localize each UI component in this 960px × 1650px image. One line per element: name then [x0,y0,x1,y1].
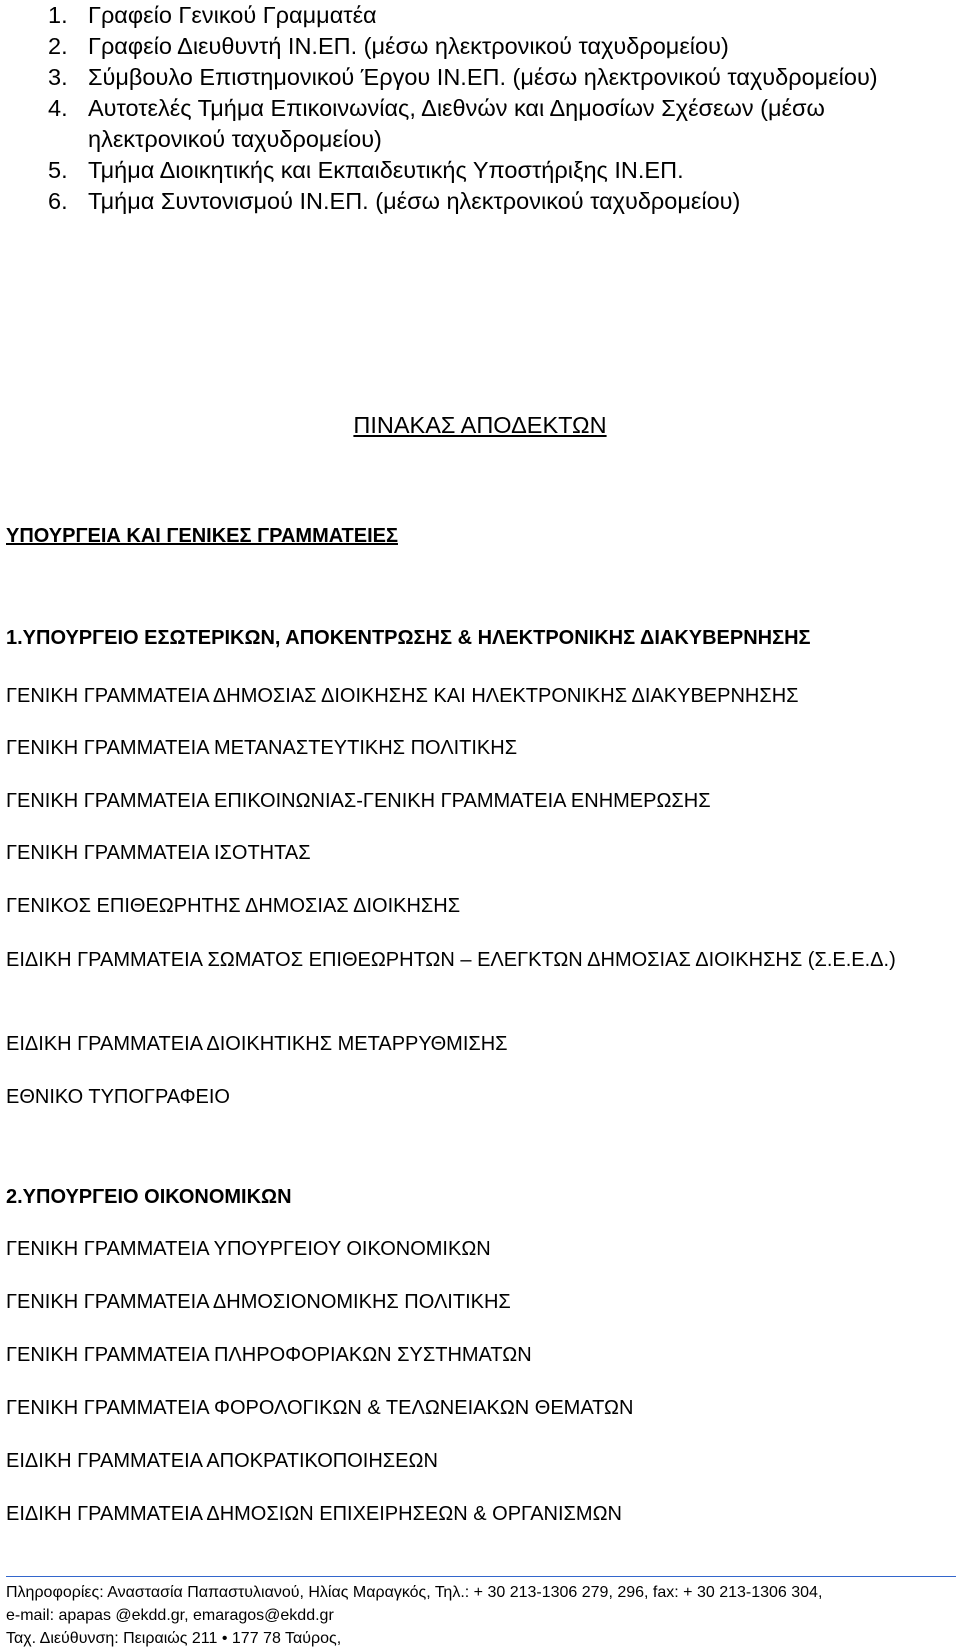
ministry-2-heading: 2.ΥΠΟΥΡΓΕΙΟ ΟΙΚΟΝΟΜΙΚΩΝ [6,1186,292,1208]
list-number: 5. [48,157,68,183]
list-number: 6. [48,188,68,214]
list-item: ΕΙΔΙΚΗ ΓΡΑΜΜΑΤΕΙΑ ΔΗΜΟΣΙΩΝ ΕΠΙΧΕΙΡΗΣΕΩΝ & ΟΡΓΑΝΙΣΜΩΝ [6,1503,622,1525]
list-item: ΕΙΔΙΚΗ ΓΡΑΜΜΑΤΕΙΑ ΣΩΜΑΤΟΣ ΕΠΙΘΕΩΡΗΤΩΝ – ΕΛΕΓΚΤΩΝ ΔΗΜΟΣΙΑΣ ΔΙΟΙΚΗΣΗΣ (Σ.Ε.Ε.Δ.) [6,949,896,971]
list-item [48,186,948,217]
list-item [48,0,948,31]
list-item [48,31,948,62]
list-item [48,155,948,186]
list-text: Αυτοτελές Τμήμα Επικοινωνίας, Διεθνών και Δημοσίων Σχέσεων (μέσω ηλεκτρονικού ταχυδρομείου) [88,95,825,152]
page-title: ΠΙΝΑΚΑΣ ΑΠΟΔΕΚΤΩΝ [353,412,607,438]
list-text: Τμήμα Συντονισμού ΙΝ.ΕΠ. (μέσω ηλεκτρονικού ταχυδρομείου) [88,188,741,214]
footer-email: e-mail: apapas @ekdd.gr, emaragos@ekdd.gr [6,1607,334,1624]
list-item: ΕΙΔΙΚΗ ΓΡΑΜΜΑΤΕΙΑ ΑΠΟΚΡΑΤΙΚΟΠΟΙΗΣΕΩΝ [6,1450,438,1472]
list-number: 3. [48,64,68,90]
list-item: ΕΘΝΙΚΟ ΤΥΠΟΓΡΑΦΕΙΟ [6,1086,230,1108]
list-number: 1. [48,2,68,28]
list-item: ΕΙΔΙΚΗ ΓΡΑΜΜΑΤΕΙΑ ΔΙΟΙΚΗΤΙΚΗΣ ΜΕΤΑΡΡΥΘΜΙΣΗΣ [6,1033,508,1055]
list-item [48,62,948,93]
list-item: ΓΕΝΙΚΗ ΓΡΑΜΜΑΤΕΙΑ ΔΗΜΟΣΙΑΣ ΔΙΟΙΚΗΣΗΣ ΚΑΙ ΗΛΕΚΤΡΟΝΙΚΗΣ ΔΙΑΚΥΒΕΡΝΗΣΗΣ [6,685,799,707]
list-item: ΓΕΝΙΚΟΣ ΕΠΙΘΕΩΡΗΤΗΣ ΔΗΜΟΣΙΑΣ ΔΙΟΙΚΗΣΗΣ [6,895,461,917]
list-number: 4. [48,95,68,121]
list-text: Γραφείο Διευθυντή ΙΝ.ΕΠ. (μέσω ηλεκτρονικού ταχυδρομείου) [88,33,729,59]
ministry-1-heading: 1.ΥΠΟΥΡΓΕΙΟ ΕΣΩΤΕΡΙΚΩΝ, ΑΠΟΚΕΝΤΡΩΣΗΣ & ΗΛΕΚΤΡΟΝΙΚΗΣ ΔΙΑΚΥΒΕΡΝΗΣΗΣ [6,627,811,649]
list-item: ΓΕΝΙΚΗ ΓΡΑΜΜΑΤΕΙΑ ΠΛΗΡΟΦΟΡΙΑΚΩΝ ΣΥΣΤΗΜΑΤΩΝ [6,1344,532,1366]
list-item: ΓΕΝΙΚΗ ΓΡΑΜΜΑΤΕΙΑ ΔΗΜΟΣΙΟΝΟΜΙΚΗΣ ΠΟΛΙΤΙΚΗΣ [6,1291,511,1313]
list-text: Τμήμα Διοικητικής και Εκπαιδευτικής Υποστήριξης ΙΝ.ΕΠ. [88,157,684,183]
list-text: Σύμβουλο Επιστημονικού Έργου ΙΝ.ΕΠ. (μέσω ηλεκτρονικού ταχυδρομείου) [88,64,878,90]
list-item: ΓΕΝΙΚΗ ΓΡΑΜΜΑΤΕΙΑ ΜΕΤΑΝΑΣΤΕΥΤΙΚΗΣ ΠΟΛΙΤΙΚΗΣ [6,737,518,759]
list-item: ΓΕΝΙΚΗ ΓΡΑΜΜΑΤΕΙΑ ΕΠΙΚΟΙΝΩΝΙΑΣ-ΓΕΝΙΚΗ ΓΡΑΜΜΑΤΕΙΑ ΕΝΗΜΕΡΩΣΗΣ [6,790,711,812]
list-number: 2. [48,33,68,59]
list-item: ΓΕΝΙΚΗ ΓΡΑΜΜΑΤΕΙΑ ΙΣΟΤΗΤΑΣ [6,842,311,864]
list-item: ΓΕΝΙΚΗ ΓΡΑΜΜΑΤΕΙΑ ΦΟΡΟΛΟΓΙΚΩΝ & ΤΕΛΩΝΕΙΑΚΩΝ ΘΕΜΑΤΩΝ [6,1397,634,1419]
footer-address: Ταχ. Διεύθυνση: Πειραιώς 211 • 177 78 Ταύρος, [6,1630,342,1647]
footer-contact: Πληροφορίες: Αναστασία Παπαστυλιανού, Ηλίας Μαραγκός, Τηλ.: + 30 213-1306 279, 296, fax: + 30 213-1306 304, [6,1584,823,1601]
recipients-list [48,0,948,217]
ministries-heading: ΥΠΟΥΡΓΕΙΑ ΚΑΙ ΓΕΝΙΚΕΣ ΓΡΑΜΜΑΤΕΙΕΣ [6,525,398,547]
list-item: ΓΕΝΙΚΗ ΓΡΑΜΜΑΤΕΙΑ ΥΠΟΥΡΓΕΙΟΥ ΟΙΚΟΝΟΜΙΚΩΝ [6,1238,491,1260]
list-text: Γραφείο Γενικού Γραμματέα [88,2,377,28]
page-footer [6,1576,956,1650]
list-item [48,93,948,155]
